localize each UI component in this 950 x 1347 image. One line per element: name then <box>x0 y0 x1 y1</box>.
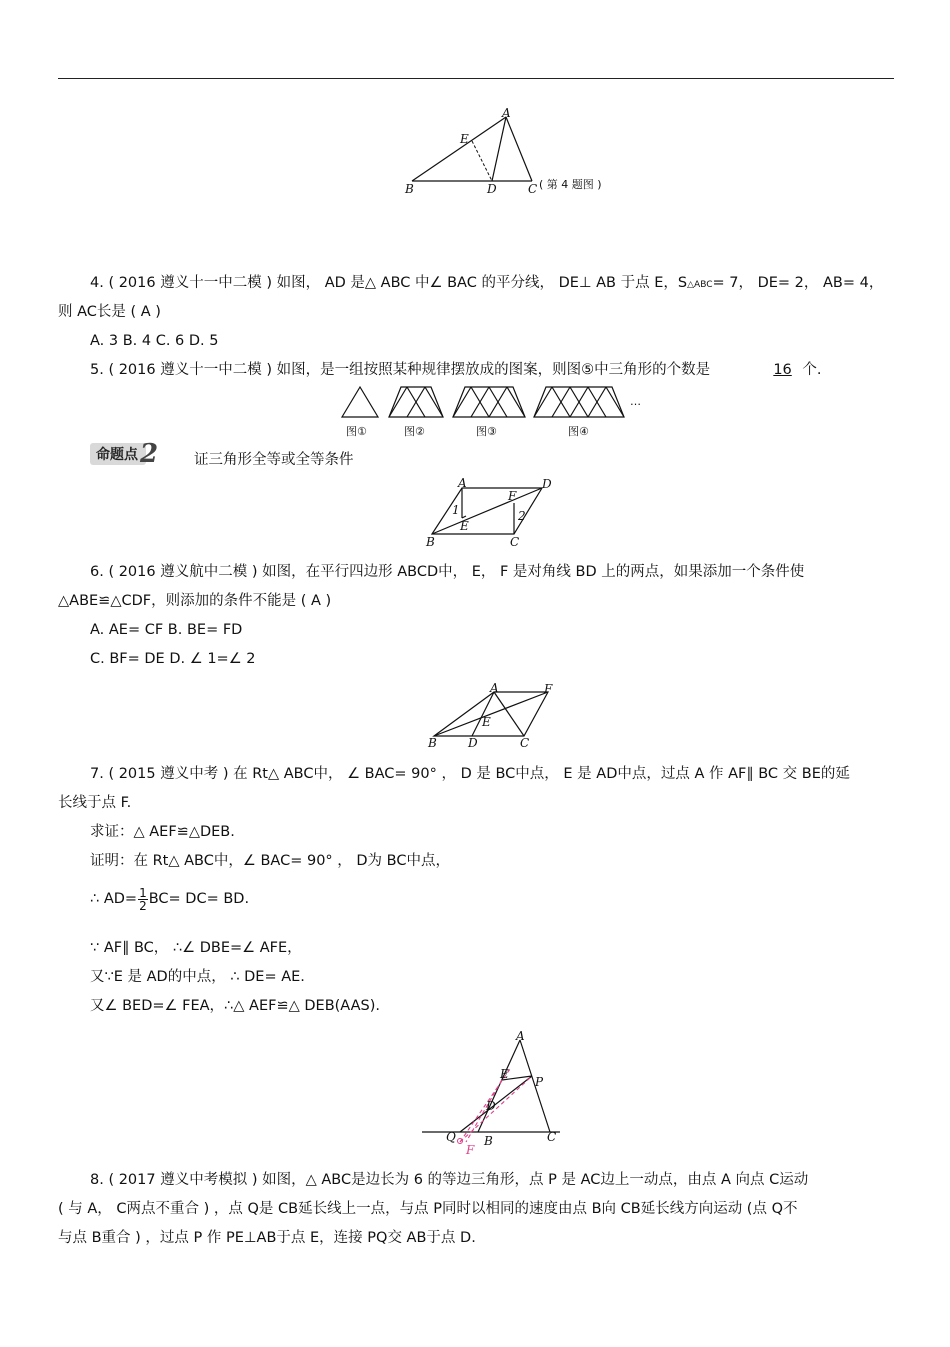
q7-proof5: 又∠ BED=∠ FEA，∴△ AEF≌△ DEB(AAS). <box>90 998 381 1014</box>
q7-line1: 7. ( 2015 遵义中考 ) 在 Rt△ ABC中， ∠ BAC= 90° ， D 是 BC中点， E 是 AD中点，过点 A 作 AF∥ BC 交 BE的延 <box>90 766 850 782</box>
q6-label-E: E <box>460 519 469 533</box>
q6-opt1: A. AE= CF B. BE= FD <box>90 622 243 638</box>
q6-line2: △ABE≌△CDF，则添加的条件不能是 ( A ) <box>58 593 332 609</box>
q6-label-B: B <box>426 535 435 549</box>
top-rule <box>58 78 894 79</box>
q7-proof2: ∴ AD= $\frac{1}{2}$ BC= DC= BD. <box>90 885 250 913</box>
q5-pattern-figure <box>336 383 656 441</box>
q7-prove: 求证：△ AEF≌△DEB. <box>90 824 235 840</box>
q4-label-A: A <box>502 106 511 120</box>
q5-answer: 16 <box>773 362 792 378</box>
q6-figure <box>422 476 562 550</box>
q8-label-C: C <box>547 1130 557 1144</box>
q4-line2: 则 AC长是 ( A ) <box>58 304 161 320</box>
q7-label-B: B <box>428 736 437 750</box>
section-badge-number: 2 <box>140 439 159 469</box>
q6-label-A: A <box>458 476 467 490</box>
q5-text: 5. ( 2016 遵义十一中二模 ) 如图，是一组按照某种规律摆放成的图案，则图⑤中三角形的个数是 16 个. <box>90 362 822 378</box>
q4-label-D: D <box>487 182 497 196</box>
section-badge-label: 命题点 <box>90 443 146 465</box>
q7-label-E: E <box>482 715 491 729</box>
q8-label-D: D <box>486 1099 496 1113</box>
q7-proof1: 证明：在 Rt△ ABC中，∠ BAC= 90° ， D为 BC中点， <box>90 853 450 869</box>
q7-label-F: F <box>544 682 553 696</box>
q4-options: A. 3 B. 4 C. 6 D. 5 <box>90 333 219 349</box>
q4-label-B: B <box>405 182 414 196</box>
q8-line2: ( 与 A， C两点不重合 ) ，点 Q是 CB延长线上一点，与点 P同时以相同的速度由点 B向 CB延长线方向运动 (点 Q不 <box>58 1201 798 1217</box>
q8-label-B: B <box>484 1134 493 1148</box>
section-badge <box>90 439 159 469</box>
q6-label-D: D <box>542 477 552 491</box>
q8-label-A: A <box>516 1029 525 1043</box>
q4-label-C: C <box>528 182 538 196</box>
q6-label-C: C <box>510 535 520 549</box>
q7-label-C: C <box>520 736 530 750</box>
q7-figure <box>424 682 564 752</box>
q8-label-Q: Q <box>446 1130 456 1144</box>
q4-label-E: E <box>460 132 469 146</box>
one-half-fraction: $\frac{1}{2}$ <box>139 885 147 913</box>
q5-ellipsis: … <box>630 395 641 408</box>
q4-figure-caption: ( 第 4 题图 ) <box>539 178 602 191</box>
q8-line3: 与点 B重合 ) ，过点 P 作 PE⊥AB于点 E，连接 PQ交 AB于点 D. <box>58 1230 476 1246</box>
q6-label-F: F <box>508 489 517 503</box>
q7-proof4: 又∵E 是 AD的中点， ∴ DE= AE. <box>90 969 305 985</box>
q6-opt2: C. BF= DE D. ∠ 1=∠ 2 <box>90 651 256 667</box>
q6-label-1: 1 <box>452 503 460 517</box>
q7-proof3: ∵ AF∥ BC， ∴∠ DBE=∠ AFE， <box>90 940 302 956</box>
q8-line1: 8. ( 2017 遵义中考模拟 ) 如图，△ ABC是边长为 6 的等边三角形，点 P 是 AC边上一动点，由点 A 向点 C运动 <box>90 1172 809 1188</box>
q5-caption-4: 图④ <box>568 425 589 438</box>
q8-figure <box>420 1024 570 1156</box>
q5-caption-1: 图① <box>346 425 367 438</box>
q7-label-D: D <box>468 736 478 750</box>
q8-label-E: E <box>500 1067 509 1081</box>
q8-label-F: F <box>466 1143 475 1156</box>
q7-label-A: A <box>490 682 499 695</box>
q7-line2: 长线于点 F. <box>58 795 132 811</box>
section-title: 证三角形全等或全等条件 <box>194 452 354 468</box>
q6-line1: 6. ( 2016 遵义航中二模 ) 如图，在平行四边形 ABCD中， E， F 是对角线 BD 上的两点，如果添加一个条件使 <box>90 564 805 580</box>
q5-caption-2: 图② <box>404 425 425 438</box>
q8-label-P: P <box>535 1075 544 1089</box>
q5-caption-3: 图③ <box>476 425 497 438</box>
q4-line1: 4. ( 2016 遵义十一中二模 ) 如图， AD 是△ ABC 中∠ BAC 的平分线， DE⊥ AB 于点 E，S△ABC= 7， DE= 2， AB= 4， <box>90 275 884 291</box>
q6-label-2: 2 <box>518 509 526 523</box>
q4-figure <box>400 105 640 200</box>
